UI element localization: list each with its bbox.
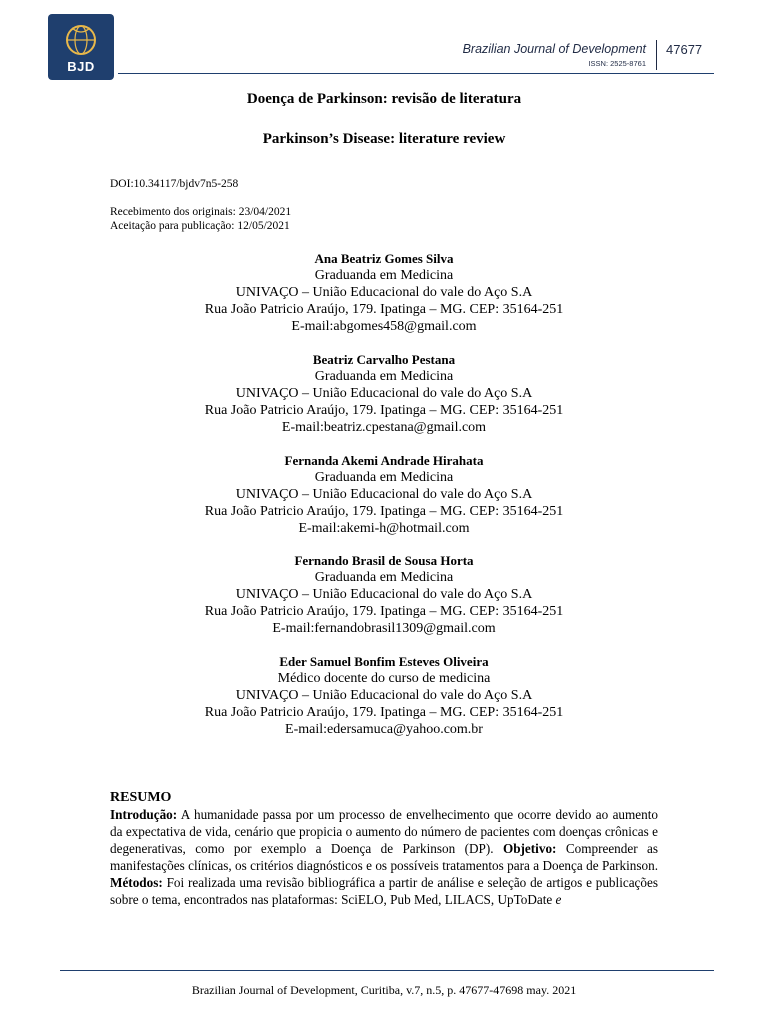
author-role: Graduanda em Medicina [314,470,454,485]
header-rule [118,73,714,74]
intro-label: Introdução: [110,807,178,822]
header-divider [656,40,657,70]
author-address: Rua João Patricio Araújo, 179. Ipatinga – MG. CEP: 35164-251 [204,302,564,317]
objective-label: Objetivo: [502,841,557,856]
journal-issn: ISSN: 2525-8761 [588,59,646,68]
author-name: Fernando Brasil de Sousa Horta [294,553,474,568]
accepted-date: Aceitação para publicação: 12/05/2021 [110,220,290,232]
abstract [110,789,658,908]
footer-citation: Brazilian Journal of Development, Curitiba, v.7, n.5, p. 47677-47698 may. 2021 [191,983,577,997]
author-institution: UNIVAÇO – União Educacional do vale do Aço S.A [235,386,533,401]
author-institution: UNIVAÇO – União Educacional do vale do Aço S.A [235,285,533,300]
author-address: Rua João Patricio Araújo, 179. Ipatinga – MG. CEP: 35164-251 [204,504,564,519]
author-block [0,351,768,436]
author-name: Fernanda Akemi Andrade Hirahata [284,453,484,468]
author-address: Rua João Patricio Araújo, 179. Ipatinga – MG. CEP: 35164-251 [204,705,564,720]
footer-rule [60,970,714,971]
received-date: Recebimento dos originais: 23/04/2021 [110,206,292,218]
author-institution: UNIVAÇO – União Educacional do vale do Aço S.A [235,587,533,602]
methods-tail: e [555,892,562,907]
author-name: Beatriz Carvalho Pestana [312,352,456,367]
title-portuguese: Doença de Parkinson: revisão de literatura [246,91,522,107]
logo-text: BJD [67,59,95,74]
author-institution: UNIVAÇO – União Educacional do vale do Aço S.A [235,688,533,703]
page-number: 47677 [666,42,703,57]
abstract-body [110,806,658,908]
abstract-heading: RESUMO [110,790,172,805]
methods-text: Foi realizada uma revisão bibliográfica a partir de análise e seleção de artigos e publicações sobre o tema, encontrados nas plataformas: SciELO, Pub Med, LILACS, UpToDate [110,875,658,907]
methods-label: Métodos: [110,875,163,890]
author-role: Graduanda em Medicina [314,570,454,585]
author-email: E-mail:akemi-h@hotmail.com [298,521,470,536]
journal-name: Brazilian Journal of Development [462,42,646,56]
title-english: Parkinson’s Disease: literature review [262,131,506,147]
author-name: Eder Samuel Bonfim Esteves Oliveira [279,654,489,669]
author-block [0,653,768,738]
author-block [0,250,768,335]
author-block [0,552,768,637]
objective-text: Compreender as manifestações clínicas, os critérios diagnósticos e os possíveis tratamentos para a Doença de Parkinson. [110,841,658,873]
author-address: Rua João Patricio Araújo, 179. Ipatinga – MG. CEP: 35164-251 [204,604,564,619]
author-role: Graduanda em Medicina [314,369,454,384]
intro-text: A humanidade passa por um processo de envelhecimento que ocorre devido ao aumento da expectativa de vida, cenário que propicia o aumento do número de pacientes com doenças crônicas e degenerativas, como por exemplo a Doença de Parkinson (DP). [110,807,658,856]
doi: DOI:10.34117/bjdv7n5-258 [110,178,239,190]
author-institution: UNIVAÇO – União Educacional do vale do Aço S.A [235,487,533,502]
author-name: Ana Beatriz Gomes Silva [314,251,454,266]
author-address: Rua João Patricio Araújo, 179. Ipatinga – MG. CEP: 35164-251 [204,403,564,418]
author-email: E-mail:beatriz.cpestana@gmail.com [281,420,487,435]
author-email: E-mail:abgomes458@gmail.com [291,319,477,334]
author-block [0,452,768,537]
author-role: Médico docente do curso de medicina [277,671,491,686]
author-email: E-mail:edersamuca@yahoo.com.br [285,722,483,737]
journal-logo [48,14,114,80]
author-email: E-mail:fernandobrasil1309@gmail.com [272,621,496,636]
author-role: Graduanda em Medicina [314,268,454,283]
